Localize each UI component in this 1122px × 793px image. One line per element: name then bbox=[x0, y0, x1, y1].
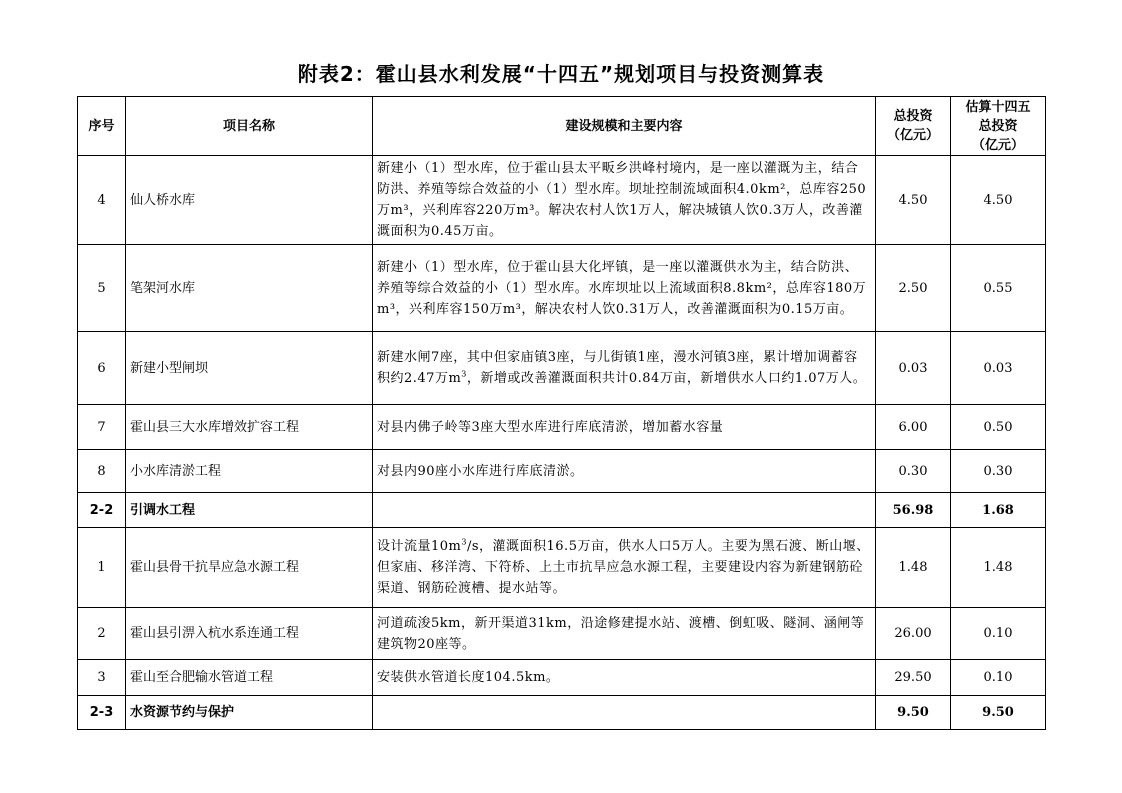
row-desc: 对县内90座小水库进行库底清淤。 bbox=[373, 450, 876, 493]
row-total: 0.03 bbox=[876, 332, 951, 405]
section-name: 水资源节约与保护 bbox=[126, 696, 373, 730]
section-num: 2-2 bbox=[78, 493, 126, 528]
row-desc-part-b: /s，灌溉面积16.5万亩，供水人口5万人。主要为黑石渡、断山堰、但家庙、移洋湾、下符桥、上土市抗旱应急水源工程，主要建设内容为新建钢筋砼渠道、钢筋砼渡槽、提水站等。 bbox=[377, 539, 870, 596]
table-row bbox=[78, 528, 1046, 608]
header-num: 序号 bbox=[78, 97, 126, 156]
table-row bbox=[78, 660, 1046, 696]
row-name: 新建小型闸坝 bbox=[126, 332, 373, 405]
section-num: 2-3 bbox=[78, 696, 126, 730]
header-est-line1: 估算十四五 bbox=[965, 99, 1031, 115]
section-desc bbox=[373, 696, 876, 730]
row-desc: 安装供水管道长度104.5km。 bbox=[373, 660, 876, 696]
section-est: 9.50 bbox=[951, 696, 1046, 730]
row-total: 2.50 bbox=[876, 245, 951, 332]
table-row bbox=[78, 608, 1046, 660]
row-desc bbox=[373, 332, 876, 405]
row-desc-part-a: 设计流量10m bbox=[377, 539, 462, 554]
section-desc bbox=[373, 493, 876, 528]
row-num: 5 bbox=[78, 245, 126, 332]
row-est: 0.03 bbox=[951, 332, 1046, 405]
row-num: 7 bbox=[78, 405, 126, 450]
row-desc-part-a: 新建水闸7座，其中但家庙镇3座，与儿街镇1座，漫水河镇3座，累计增加调蓄容积约2.47万m bbox=[377, 350, 858, 386]
row-name: 霍山至合肥输水管道工程 bbox=[126, 660, 373, 696]
header-total-line1: 总投资 bbox=[893, 109, 933, 124]
row-est: 0.10 bbox=[951, 608, 1046, 660]
row-num: 4 bbox=[78, 156, 126, 245]
header-est-line2: 总投资 bbox=[978, 118, 1018, 134]
row-desc-sup: 3 bbox=[461, 537, 467, 547]
row-desc bbox=[373, 528, 876, 608]
row-est: 0.10 bbox=[951, 660, 1046, 696]
row-desc: 新建小（1）型水库，位于霍山县太平畈乡洪峰村境内，是一座以灌溉为主，结合防洪、养殖等综合效益的小（1）型水库。坝址控制流域面积4.0km²，总库容250万m³，兴利库容220万m³。解决农村人饮1万人，解决城镇人饮0.3万人，改善灌溉面积为0.45万亩。 bbox=[373, 156, 876, 245]
row-desc-part-b: ，新增或改善灌溉面积共计0.84万亩，新增供水人口约1.07万人。 bbox=[466, 371, 867, 386]
row-num: 1 bbox=[78, 528, 126, 608]
row-name: 霍山县骨干抗旱应急水源工程 bbox=[126, 528, 373, 608]
row-name: 仙人桥水库 bbox=[126, 156, 373, 245]
row-num: 3 bbox=[78, 660, 126, 696]
row-total: 4.50 bbox=[876, 156, 951, 245]
section-row bbox=[78, 696, 1046, 730]
row-desc: 对县内佛子岭等3座大型水库进行库底清淤，增加蓄水容量 bbox=[373, 405, 876, 450]
header-est bbox=[951, 97, 1046, 156]
row-total: 1.48 bbox=[876, 528, 951, 608]
table-row bbox=[78, 156, 1046, 245]
row-total: 0.30 bbox=[876, 450, 951, 493]
row-total: 26.00 bbox=[876, 608, 951, 660]
section-est: 1.68 bbox=[951, 493, 1046, 528]
row-name: 霍山县三大水库增效扩容工程 bbox=[126, 405, 373, 450]
header-desc: 建设规模和主要内容 bbox=[373, 97, 876, 156]
row-name: 笔架河水库 bbox=[126, 245, 373, 332]
header-total-line2: （亿元） bbox=[886, 128, 939, 143]
row-desc: 河道疏浚5km，新开渠道31km，沿途修建提水站、渡槽、倒虹吸、隧洞、涵闸等建筑物20座等。 bbox=[373, 608, 876, 660]
header-name: 项目名称 bbox=[126, 97, 373, 156]
row-name: 小水库清淤工程 bbox=[126, 450, 373, 493]
row-est: 0.30 bbox=[951, 450, 1046, 493]
investment-table bbox=[77, 96, 1046, 730]
table-row bbox=[78, 245, 1046, 332]
row-name: 霍山县引淠入杭水系连通工程 bbox=[126, 608, 373, 660]
table-header-row bbox=[78, 97, 1046, 156]
page-title: 附表2：霍山县水利发展“十四五”规划项目与投资测算表 bbox=[297, 62, 825, 86]
table-row bbox=[78, 405, 1046, 450]
section-total: 56.98 bbox=[876, 493, 951, 528]
row-total: 6.00 bbox=[876, 405, 951, 450]
section-row bbox=[78, 493, 1046, 528]
row-desc: 新建小（1）型水库，位于霍山县大化坪镇，是一座以灌溉供水为主，结合防洪、养殖等综合效益的小（1）型水库。水库坝址以上流域面积8.8km²，总库容180万m³，兴利库容150万m³，解决农村人饮0.31万人，改善灌溉面积为0.15万亩。 bbox=[373, 245, 876, 332]
row-est: 0.55 bbox=[951, 245, 1046, 332]
row-est: 0.50 bbox=[951, 405, 1046, 450]
row-total: 29.50 bbox=[876, 660, 951, 696]
row-num: 6 bbox=[78, 332, 126, 405]
row-num: 2 bbox=[78, 608, 126, 660]
header-total bbox=[876, 97, 951, 156]
table-row bbox=[78, 450, 1046, 493]
row-desc-sup: 3 bbox=[461, 369, 467, 379]
header-est-line3: （亿元） bbox=[971, 137, 1024, 153]
row-est: 4.50 bbox=[951, 156, 1046, 245]
table-row bbox=[78, 332, 1046, 405]
row-num: 8 bbox=[78, 450, 126, 493]
section-name: 引调水工程 bbox=[126, 493, 373, 528]
row-est: 1.48 bbox=[951, 528, 1046, 608]
section-total: 9.50 bbox=[876, 696, 951, 730]
